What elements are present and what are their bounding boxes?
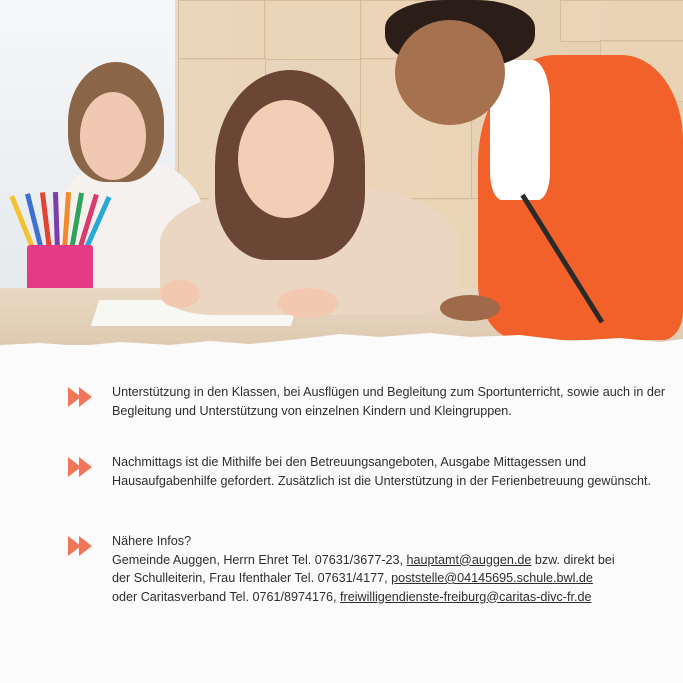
email-link-hauptamt[interactable]: hauptamt@auggen.de — [406, 552, 532, 567]
item-text: Unterstützung in den Klassen, bei Ausflügen und Begleitung zum Sportunterricht, sowie auch in der Begleitung und Unterstützung von einzelnen Kindern und Kleingruppen. — [112, 385, 666, 418]
list-item — [68, 532, 668, 612]
double-chevron-right-icon — [68, 387, 94, 407]
contact-line-1 — [112, 551, 668, 570]
middle-girl-hand — [160, 280, 200, 308]
double-chevron-right-icon — [68, 536, 94, 556]
contact-text: der Schulleiterin, Frau Ifenthaler Tel. 07631/4177, — [112, 571, 392, 585]
left-girl-face — [80, 92, 146, 180]
list-item — [68, 383, 668, 423]
wall-tile — [264, 0, 362, 60]
middle-girl-hand — [278, 288, 338, 318]
contact-text: Gemeinde Auggen, Herrn Ehret Tel. 07631/3677-23, — [112, 552, 407, 567]
wall-tile — [178, 0, 266, 60]
contact-info — [112, 532, 668, 606]
double-chevron-right-icon — [68, 457, 94, 477]
torn-paper-edge — [0, 315, 683, 345]
contact-text: bzw. direkt bei — [531, 552, 615, 567]
email-link-poststelle[interactable]: poststelle@04145695.schule.bwl.de — [391, 571, 593, 585]
contact-line-3 — [112, 588, 668, 607]
pencils — [27, 190, 93, 250]
contact-line-2 — [112, 569, 668, 588]
contact-heading: Nähere Infos? — [112, 534, 192, 548]
right-girl-face — [395, 20, 505, 125]
middle-girl-face — [238, 100, 334, 218]
wall-tile — [560, 0, 683, 42]
email-link-caritas[interactable]: freiwilligendienste-freiburg@caritas-divc-fr.de — [340, 589, 592, 604]
item-text: Nachmittags ist die Mithilfe bei den Betreuungsangeboten, Ausgabe Mittagessen und Hausaufgabenhilfe gefordert. Zusätzlich ist die Unterstützung in der Ferienbetreuung gewünscht. — [112, 455, 652, 488]
list-item — [68, 453, 668, 513]
contact-text: oder Caritasverband Tel. 0761/8974176, — [112, 589, 341, 604]
content-area — [0, 345, 683, 683]
